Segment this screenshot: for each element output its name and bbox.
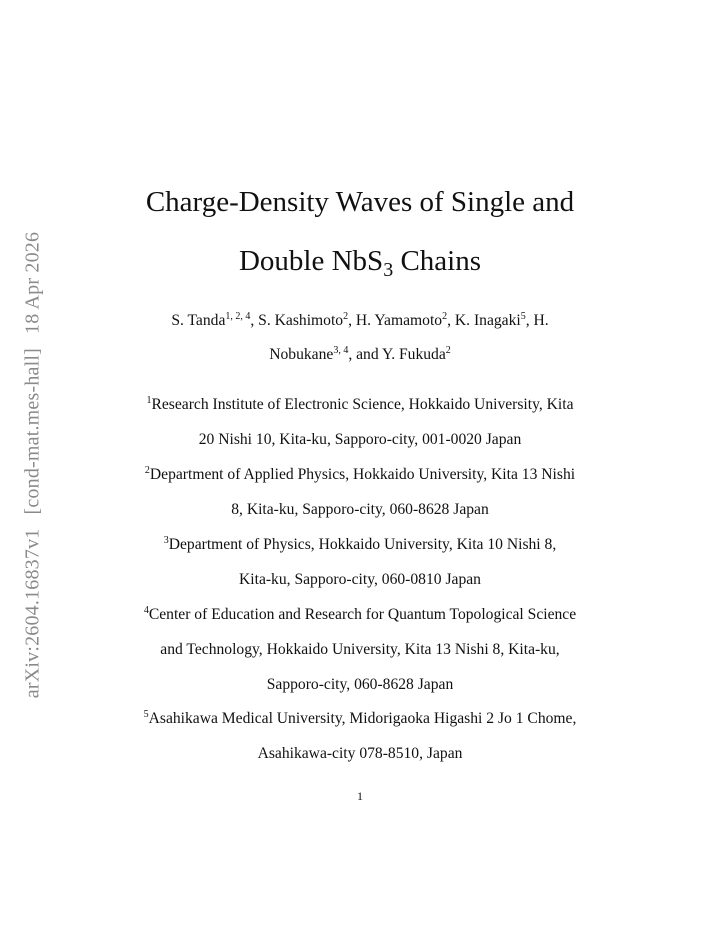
author-name: S. Tanda (171, 312, 226, 329)
arxiv-category: [cond-mat.mes-hall] (21, 347, 44, 515)
author-affiliation-marker: 5 (520, 311, 526, 322)
title-text-post: Chains (393, 245, 481, 277)
affiliation-text: Department of Physics, Hokkaido University, Kita 10 Nishi 8, (168, 536, 557, 553)
affiliation-3-line-2: Kita-ku, Sapporo-city, 060-0810 Japan (239, 571, 481, 588)
affiliation-number: 1 (146, 395, 152, 406)
author-affiliation-marker: 3, 4 (333, 345, 349, 356)
affiliation-4-line-1 (90, 607, 630, 623)
paper-title-line-1: Charge-Density Waves of Single and (145, 186, 575, 218)
page-number: 1 (357, 789, 363, 803)
affiliation-1-line-1 (90, 397, 630, 413)
title-text-pre: Double NbS (238, 245, 384, 277)
author-name: , S. Kashimoto (250, 312, 344, 329)
affiliation-3-line-1 (90, 537, 630, 553)
arxiv-id: arXiv:2604.16837v1 (21, 528, 44, 699)
affiliation-5-line-2: Asahikawa-city 078-8510, Japan (257, 745, 463, 762)
affiliation-number: 3 (163, 535, 169, 546)
author-affiliation-marker: 2 (445, 345, 451, 356)
arxiv-identifier-stamp (22, 232, 45, 698)
author-name: , and Y. Fukuda (348, 346, 446, 363)
paper-title-line-2 (90, 245, 630, 281)
author-name: Nobukane (269, 346, 334, 363)
affiliation-number: 2 (144, 465, 150, 476)
affiliation-4-line-2: and Technology, Hokkaido University, Kita 13 Nishi 8, Kita-ku, (160, 641, 560, 658)
affiliation-text: Center of Education and Research for Quantum Topological Science (148, 606, 577, 623)
author-affiliation-marker: 2 (343, 311, 349, 322)
affiliation-2-line-2: 8, Kita-ku, Sapporo-city, 060-8628 Japan (231, 501, 489, 518)
title-subscript: 3 (383, 259, 394, 281)
author-affiliation-marker: 2 (442, 311, 448, 322)
affiliation-1-line-2: 20 Nishi 10, Kita-ku, Sapporo-city, 001-0020 Japan (198, 431, 522, 448)
affiliation-5-line-1 (90, 711, 630, 727)
author-line-2 (90, 347, 630, 363)
author-affiliation-marker: 1, 2, 4 (225, 311, 251, 322)
affiliation-text: Research Institute of Electronic Science, Hokkaido University, Kita (151, 396, 574, 413)
affiliation-2-line-1 (90, 467, 630, 483)
affiliation-number: 5 (143, 709, 149, 720)
author-name: , H. Yamamoto (348, 312, 443, 329)
arxiv-date: 18 Apr 2026 (21, 231, 44, 334)
affiliation-4-line-3: Sapporo-city, 060-8628 Japan (266, 676, 454, 693)
affiliation-number: 4 (143, 605, 149, 616)
author-name: , H. (525, 312, 549, 329)
affiliation-text: Asahikawa Medical University, Midorigaoka Higashi 2 Jo 1 Chome, (148, 710, 577, 727)
author-line-1 (90, 313, 630, 329)
author-name: , K. Inagaki (447, 312, 521, 329)
affiliation-text: Department of Applied Physics, Hokkaido University, Kita 13 Nishi (149, 466, 576, 483)
